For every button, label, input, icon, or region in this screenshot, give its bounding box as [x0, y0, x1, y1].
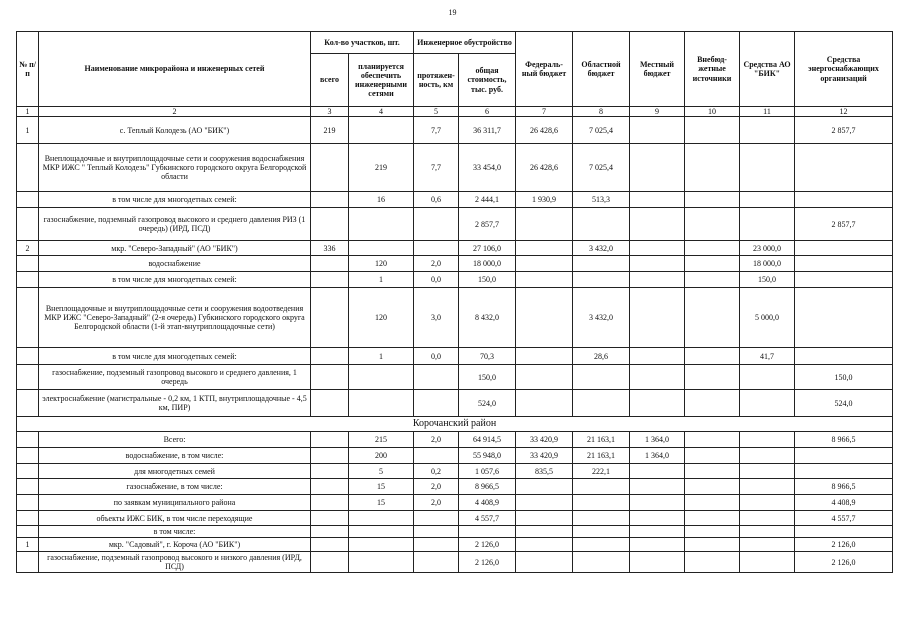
- table-cell: 8 966,5: [459, 479, 516, 495]
- table-cell: [311, 495, 349, 511]
- table-cell: [740, 390, 795, 417]
- table-cell: 5: [349, 464, 414, 479]
- table-cell: 2 126,0: [459, 538, 516, 552]
- table-row: [17, 526, 893, 538]
- table-row: [17, 511, 893, 526]
- table-cell: [573, 495, 630, 511]
- table-cell: [740, 552, 795, 573]
- table-cell: 15: [349, 495, 414, 511]
- table-cell: 1 057,6: [459, 464, 516, 479]
- table-cell: [311, 192, 349, 208]
- table-cell: 4 557,7: [795, 511, 893, 526]
- table-cell: 2 444,1: [459, 192, 516, 208]
- table-cell: [17, 348, 39, 365]
- table-cell: 55 948,0: [459, 448, 516, 464]
- table-cell: [17, 144, 39, 192]
- table-cell: 150,0: [795, 365, 893, 390]
- table-cell: 1 930,9: [516, 192, 573, 208]
- table-cell: 835,5: [516, 464, 573, 479]
- row-name-cell: газоснабжение, в том числе:: [39, 479, 311, 495]
- table-cell: 0,0: [414, 272, 459, 288]
- table-cell: [685, 511, 740, 526]
- header-plots-group: Кол-во участков, шт.: [311, 32, 414, 54]
- table-cell: 513,3: [573, 192, 630, 208]
- table-cell: [740, 117, 795, 144]
- table-body-korocha: [17, 432, 893, 573]
- table-cell: [414, 208, 459, 241]
- table-row: [17, 464, 893, 479]
- table-cell: [414, 526, 459, 538]
- table-cell: 2 126,0: [795, 552, 893, 573]
- table-cell: [516, 208, 573, 241]
- table-cell: [349, 241, 414, 256]
- table-cell: [630, 241, 685, 256]
- table-cell: [685, 538, 740, 552]
- table-cell: 64 914,5: [459, 432, 516, 448]
- row-name-cell: Всего:: [39, 432, 311, 448]
- table-cell: 120: [349, 288, 414, 348]
- table-cell: [573, 479, 630, 495]
- table-cell: 0,2: [414, 464, 459, 479]
- table-cell: [740, 464, 795, 479]
- column-number: 2: [39, 107, 311, 117]
- column-number: 7: [516, 107, 573, 117]
- table-cell: [17, 495, 39, 511]
- table-cell: 8 966,5: [795, 432, 893, 448]
- table-cell: 18 000,0: [740, 256, 795, 272]
- table-cell: [740, 511, 795, 526]
- table-cell: [516, 288, 573, 348]
- table-cell: [17, 526, 39, 538]
- table-row: [17, 552, 893, 573]
- table-row: [17, 538, 893, 552]
- table-cell: 18 000,0: [459, 256, 516, 272]
- row-name-cell: с. Теплый Колодезь (АО "БИК"): [39, 117, 311, 144]
- table-cell: [630, 365, 685, 390]
- table-cell: 2 857,7: [795, 117, 893, 144]
- table-cell: 120: [349, 256, 414, 272]
- table-cell: [630, 390, 685, 417]
- table-cell: [17, 272, 39, 288]
- table-cell: [311, 464, 349, 479]
- table-row: [17, 288, 893, 348]
- table-cell: [311, 432, 349, 448]
- table-row: [17, 495, 893, 511]
- table-cell: 4 408,9: [795, 495, 893, 511]
- table-cell: [795, 464, 893, 479]
- table-cell: [516, 365, 573, 390]
- table-cell: 150,0: [459, 272, 516, 288]
- table-cell: [311, 538, 349, 552]
- row-name-cell: в том числе для многодетных семей:: [39, 192, 311, 208]
- table-cell: [349, 390, 414, 417]
- table-cell: [516, 511, 573, 526]
- table-cell: 1 364,0: [630, 448, 685, 464]
- table-cell: 4 408,9: [459, 495, 516, 511]
- section-header: [17, 417, 893, 432]
- financing-table: [16, 31, 893, 573]
- table-cell: [17, 448, 39, 464]
- table-cell: [740, 192, 795, 208]
- table-cell: [685, 192, 740, 208]
- table-cell: 1: [349, 272, 414, 288]
- table-cell: 200: [349, 448, 414, 464]
- table-cell: 41,7: [740, 348, 795, 365]
- table-cell: [795, 526, 893, 538]
- table-cell: 8 432,0: [459, 288, 516, 348]
- table-cell: [630, 272, 685, 288]
- row-name-cell: газоснабжение, подземный газопровод высокого и среднего давления, 1 очередь: [39, 365, 311, 390]
- table-cell: [740, 432, 795, 448]
- table-cell: [795, 348, 893, 365]
- header-bik: Средства АО "БИК": [740, 32, 795, 107]
- table-cell: 33 454,0: [459, 144, 516, 192]
- table-cell: [685, 241, 740, 256]
- row-name-cell: мкр. "Северо-Западный" (АО "БИК"): [39, 241, 311, 256]
- table-cell: [685, 144, 740, 192]
- table-cell: [311, 365, 349, 390]
- table-row: [17, 192, 893, 208]
- table-cell: [795, 288, 893, 348]
- table-cell: [17, 464, 39, 479]
- table-cell: [573, 511, 630, 526]
- row-name-cell: в том числе для многодетных семей:: [39, 272, 311, 288]
- table-cell: [685, 117, 740, 144]
- table-cell: 215: [349, 432, 414, 448]
- table-cell: [414, 448, 459, 464]
- table-cell: 15: [349, 479, 414, 495]
- table-cell: 7 025,4: [573, 117, 630, 144]
- table-cell: 2 126,0: [795, 538, 893, 552]
- page-number: 19: [448, 8, 457, 17]
- table-cell: [685, 464, 740, 479]
- table-cell: [795, 241, 893, 256]
- table-cell: 2,0: [414, 495, 459, 511]
- column-number: 9: [630, 107, 685, 117]
- row-name-cell: газоснабжение, подземный газопровод высокого и низкого давления (ИРД, ПСД): [39, 552, 311, 573]
- table-cell: [573, 538, 630, 552]
- table-cell: [573, 390, 630, 417]
- table-cell: [740, 365, 795, 390]
- table-cell: [685, 479, 740, 495]
- table-cell: [349, 365, 414, 390]
- column-number: 11: [740, 107, 795, 117]
- table-cell: [740, 208, 795, 241]
- table-cell: [685, 365, 740, 390]
- table-cell: [516, 256, 573, 272]
- header-length: протяжен-ность, км: [414, 54, 459, 107]
- table-cell: [414, 365, 459, 390]
- table-cell: [630, 526, 685, 538]
- row-name-cell: водоснабжение: [39, 256, 311, 272]
- table-cell: [17, 365, 39, 390]
- table-cell: 26 428,6: [516, 144, 573, 192]
- table-row: [17, 390, 893, 417]
- table-cell: [740, 479, 795, 495]
- header-regional: Областной бюджет: [573, 32, 630, 107]
- table-cell: 27 106,0: [459, 241, 516, 256]
- table-cell: [311, 348, 349, 365]
- table-cell: [414, 552, 459, 573]
- table-cell: [795, 192, 893, 208]
- table-cell: 7,7: [414, 117, 459, 144]
- table-cell: 0,0: [414, 348, 459, 365]
- table-cell: 336: [311, 241, 349, 256]
- table-cell: 219: [349, 144, 414, 192]
- header-eng-group: Инженерное обустройство: [414, 32, 516, 54]
- table-cell: [630, 348, 685, 365]
- table-cell: 2: [17, 241, 39, 256]
- table-cell: [17, 479, 39, 495]
- table-row: [17, 256, 893, 272]
- header-planned: планируется обеспечить инженерными сетями: [349, 54, 414, 107]
- table-cell: 2 126,0: [459, 552, 516, 573]
- table-cell: [349, 552, 414, 573]
- table-cell: [17, 192, 39, 208]
- table-row: [17, 144, 893, 192]
- table-cell: [740, 448, 795, 464]
- table-cell: 21 163,1: [573, 448, 630, 464]
- table-cell: [311, 479, 349, 495]
- table-cell: [311, 390, 349, 417]
- table-cell: [516, 552, 573, 573]
- table-cell: [17, 390, 39, 417]
- table-cell: [685, 348, 740, 365]
- table-cell: [740, 144, 795, 192]
- header-federal: Федераль-ный бюджет: [516, 32, 573, 107]
- table-cell: [630, 192, 685, 208]
- table-cell: [685, 526, 740, 538]
- table-cell: [349, 208, 414, 241]
- table-cell: [740, 538, 795, 552]
- table-cell: [630, 464, 685, 479]
- table-cell: 70,3: [459, 348, 516, 365]
- table-cell: 7 025,4: [573, 144, 630, 192]
- table-cell: 36 311,7: [459, 117, 516, 144]
- table-cell: 2 857,7: [795, 208, 893, 241]
- table-cell: [516, 348, 573, 365]
- table-cell: [685, 552, 740, 573]
- table-cell: [685, 432, 740, 448]
- table-cell: 222,1: [573, 464, 630, 479]
- table-cell: 3,0: [414, 288, 459, 348]
- table-cell: [516, 495, 573, 511]
- table-cell: [630, 256, 685, 272]
- table-cell: [349, 511, 414, 526]
- table-cell: [685, 256, 740, 272]
- header-offbudget: Внебюд-жетные источники: [685, 32, 740, 107]
- table-cell: 3 432,0: [573, 288, 630, 348]
- row-name-cell: электроснабжение (магистральные - 0,2 км, 1 КТП, внутриплощадочные - 4,5 км, ПИР): [39, 390, 311, 417]
- row-name-cell: для многодетных семей: [39, 464, 311, 479]
- column-number: 10: [685, 107, 740, 117]
- table-cell: [311, 552, 349, 573]
- table-cell: [685, 272, 740, 288]
- header-name: Наименование микрорайона и инженерных сетей: [39, 32, 311, 107]
- table-cell: [630, 538, 685, 552]
- table-cell: [311, 526, 349, 538]
- table-cell: [740, 495, 795, 511]
- table-cell: 8 966,5: [795, 479, 893, 495]
- table-row: [17, 365, 893, 390]
- table-cell: [795, 448, 893, 464]
- row-name-cell: мкр. "Садовый", г. Короча (АО "БИК"): [39, 538, 311, 552]
- table-cell: [795, 272, 893, 288]
- table-cell: [573, 208, 630, 241]
- header-total: всего: [311, 54, 349, 107]
- table-cell: [685, 288, 740, 348]
- column-number: 12: [795, 107, 893, 117]
- table-cell: 28,6: [573, 348, 630, 365]
- row-name-cell: Внеплощадочные и внутриплощадочные сети и сооружения водоотведения МКР ИЖС "Северо-Западный" (2-я очередь) Губкинского городского округа Белгородской области (1-й этап-внутриплощадочные сети): [39, 288, 311, 348]
- table-cell: 21 163,1: [573, 432, 630, 448]
- table-cell: [630, 288, 685, 348]
- table-row: [17, 117, 893, 144]
- table-cell: 524,0: [459, 390, 516, 417]
- column-number-row: [17, 107, 893, 117]
- table-cell: [630, 479, 685, 495]
- table-row: [17, 208, 893, 241]
- table-header: [17, 32, 893, 117]
- table-cell: [795, 144, 893, 192]
- table-cell: [17, 511, 39, 526]
- column-number: 1: [17, 107, 39, 117]
- table-cell: [17, 552, 39, 573]
- table-cell: [685, 390, 740, 417]
- table-cell: [573, 365, 630, 390]
- table-cell: [414, 538, 459, 552]
- table-cell: 33 420,9: [516, 432, 573, 448]
- table-cell: [573, 256, 630, 272]
- table-cell: 4 557,7: [459, 511, 516, 526]
- table-cell: [685, 495, 740, 511]
- table-cell: [414, 511, 459, 526]
- column-number: 8: [573, 107, 630, 117]
- table-cell: [630, 511, 685, 526]
- table-cell: 524,0: [795, 390, 893, 417]
- table-cell: [311, 256, 349, 272]
- table-cell: [630, 495, 685, 511]
- table-cell: 33 420,9: [516, 448, 573, 464]
- table-cell: 26 428,6: [516, 117, 573, 144]
- table-cell: [685, 208, 740, 241]
- table-row: [17, 479, 893, 495]
- header-energy: Средства энергоснабжающих организаций: [795, 32, 893, 107]
- table-cell: 2,0: [414, 432, 459, 448]
- table-cell: [311, 208, 349, 241]
- table-cell: [573, 552, 630, 573]
- table-cell: 0,6: [414, 192, 459, 208]
- table-cell: 2,0: [414, 256, 459, 272]
- table-cell: 150,0: [459, 365, 516, 390]
- section-title: Корочанский район: [17, 417, 893, 432]
- table-cell: [17, 432, 39, 448]
- row-name-cell: Внеплощадочные и внутриплощадочные сети и сооружения водоснабжения МКР ИЖС " Теплый Колодезь" Губкинского городского округа Белгородской области: [39, 144, 311, 192]
- header-local: Местный бюджет: [630, 32, 685, 107]
- table-row: [17, 241, 893, 256]
- table-cell: 150,0: [740, 272, 795, 288]
- table-cell: [685, 448, 740, 464]
- table-row: [17, 432, 893, 448]
- table-cell: [573, 272, 630, 288]
- table-cell: [349, 526, 414, 538]
- table-cell: 2,0: [414, 479, 459, 495]
- row-name-cell: в том числе:: [39, 526, 311, 538]
- row-name-cell: газоснабжение, подземный газопровод высокого и среднего давления РИЗ (1 очередь) (ИРД, ПСД): [39, 208, 311, 241]
- table-cell: 1: [349, 348, 414, 365]
- table-cell: [17, 288, 39, 348]
- table-cell: [414, 241, 459, 256]
- table-body-gubkin: [17, 117, 893, 417]
- table-cell: [516, 272, 573, 288]
- table-cell: [630, 208, 685, 241]
- column-number: 4: [349, 107, 414, 117]
- table-cell: [349, 117, 414, 144]
- table-cell: 3 432,0: [573, 241, 630, 256]
- table-cell: [573, 526, 630, 538]
- row-name-cell: по заявкам муниципального района: [39, 495, 311, 511]
- table-cell: [414, 390, 459, 417]
- table-cell: [630, 117, 685, 144]
- row-name-cell: объекты ИЖС БИК, в том числе переходящие: [39, 511, 311, 526]
- table-row: [17, 348, 893, 365]
- table-row: [17, 448, 893, 464]
- column-number: 3: [311, 107, 349, 117]
- table-cell: [17, 208, 39, 241]
- table-cell: [516, 526, 573, 538]
- table-cell: [311, 272, 349, 288]
- table-cell: 2 857,7: [459, 208, 516, 241]
- table-cell: [516, 241, 573, 256]
- table-cell: [740, 526, 795, 538]
- table-cell: 16: [349, 192, 414, 208]
- table-cell: [516, 479, 573, 495]
- header-num: № п/п: [17, 32, 39, 107]
- table-cell: [17, 256, 39, 272]
- table-cell: 1: [17, 117, 39, 144]
- table-cell: [630, 144, 685, 192]
- table-cell: 1 364,0: [630, 432, 685, 448]
- table-cell: 23 000,0: [740, 241, 795, 256]
- table-cell: [459, 526, 516, 538]
- table-row: [17, 272, 893, 288]
- table-cell: 5 000,0: [740, 288, 795, 348]
- table-cell: [516, 538, 573, 552]
- row-name-cell: в том числе для многодетных семей:: [39, 348, 311, 365]
- header-cost: общая стоимость, тыс. руб.: [459, 54, 516, 107]
- column-number: 5: [414, 107, 459, 117]
- table-cell: [311, 511, 349, 526]
- table-cell: 219: [311, 117, 349, 144]
- table-cell: 7,7: [414, 144, 459, 192]
- table-cell: [349, 538, 414, 552]
- table-cell: [630, 552, 685, 573]
- table-cell: [311, 288, 349, 348]
- table-cell: [311, 448, 349, 464]
- table-cell: [311, 144, 349, 192]
- row-name-cell: водоснабжение, в том числе:: [39, 448, 311, 464]
- column-number: 6: [459, 107, 516, 117]
- table-cell: [516, 390, 573, 417]
- table-cell: [795, 256, 893, 272]
- table-cell: 1: [17, 538, 39, 552]
